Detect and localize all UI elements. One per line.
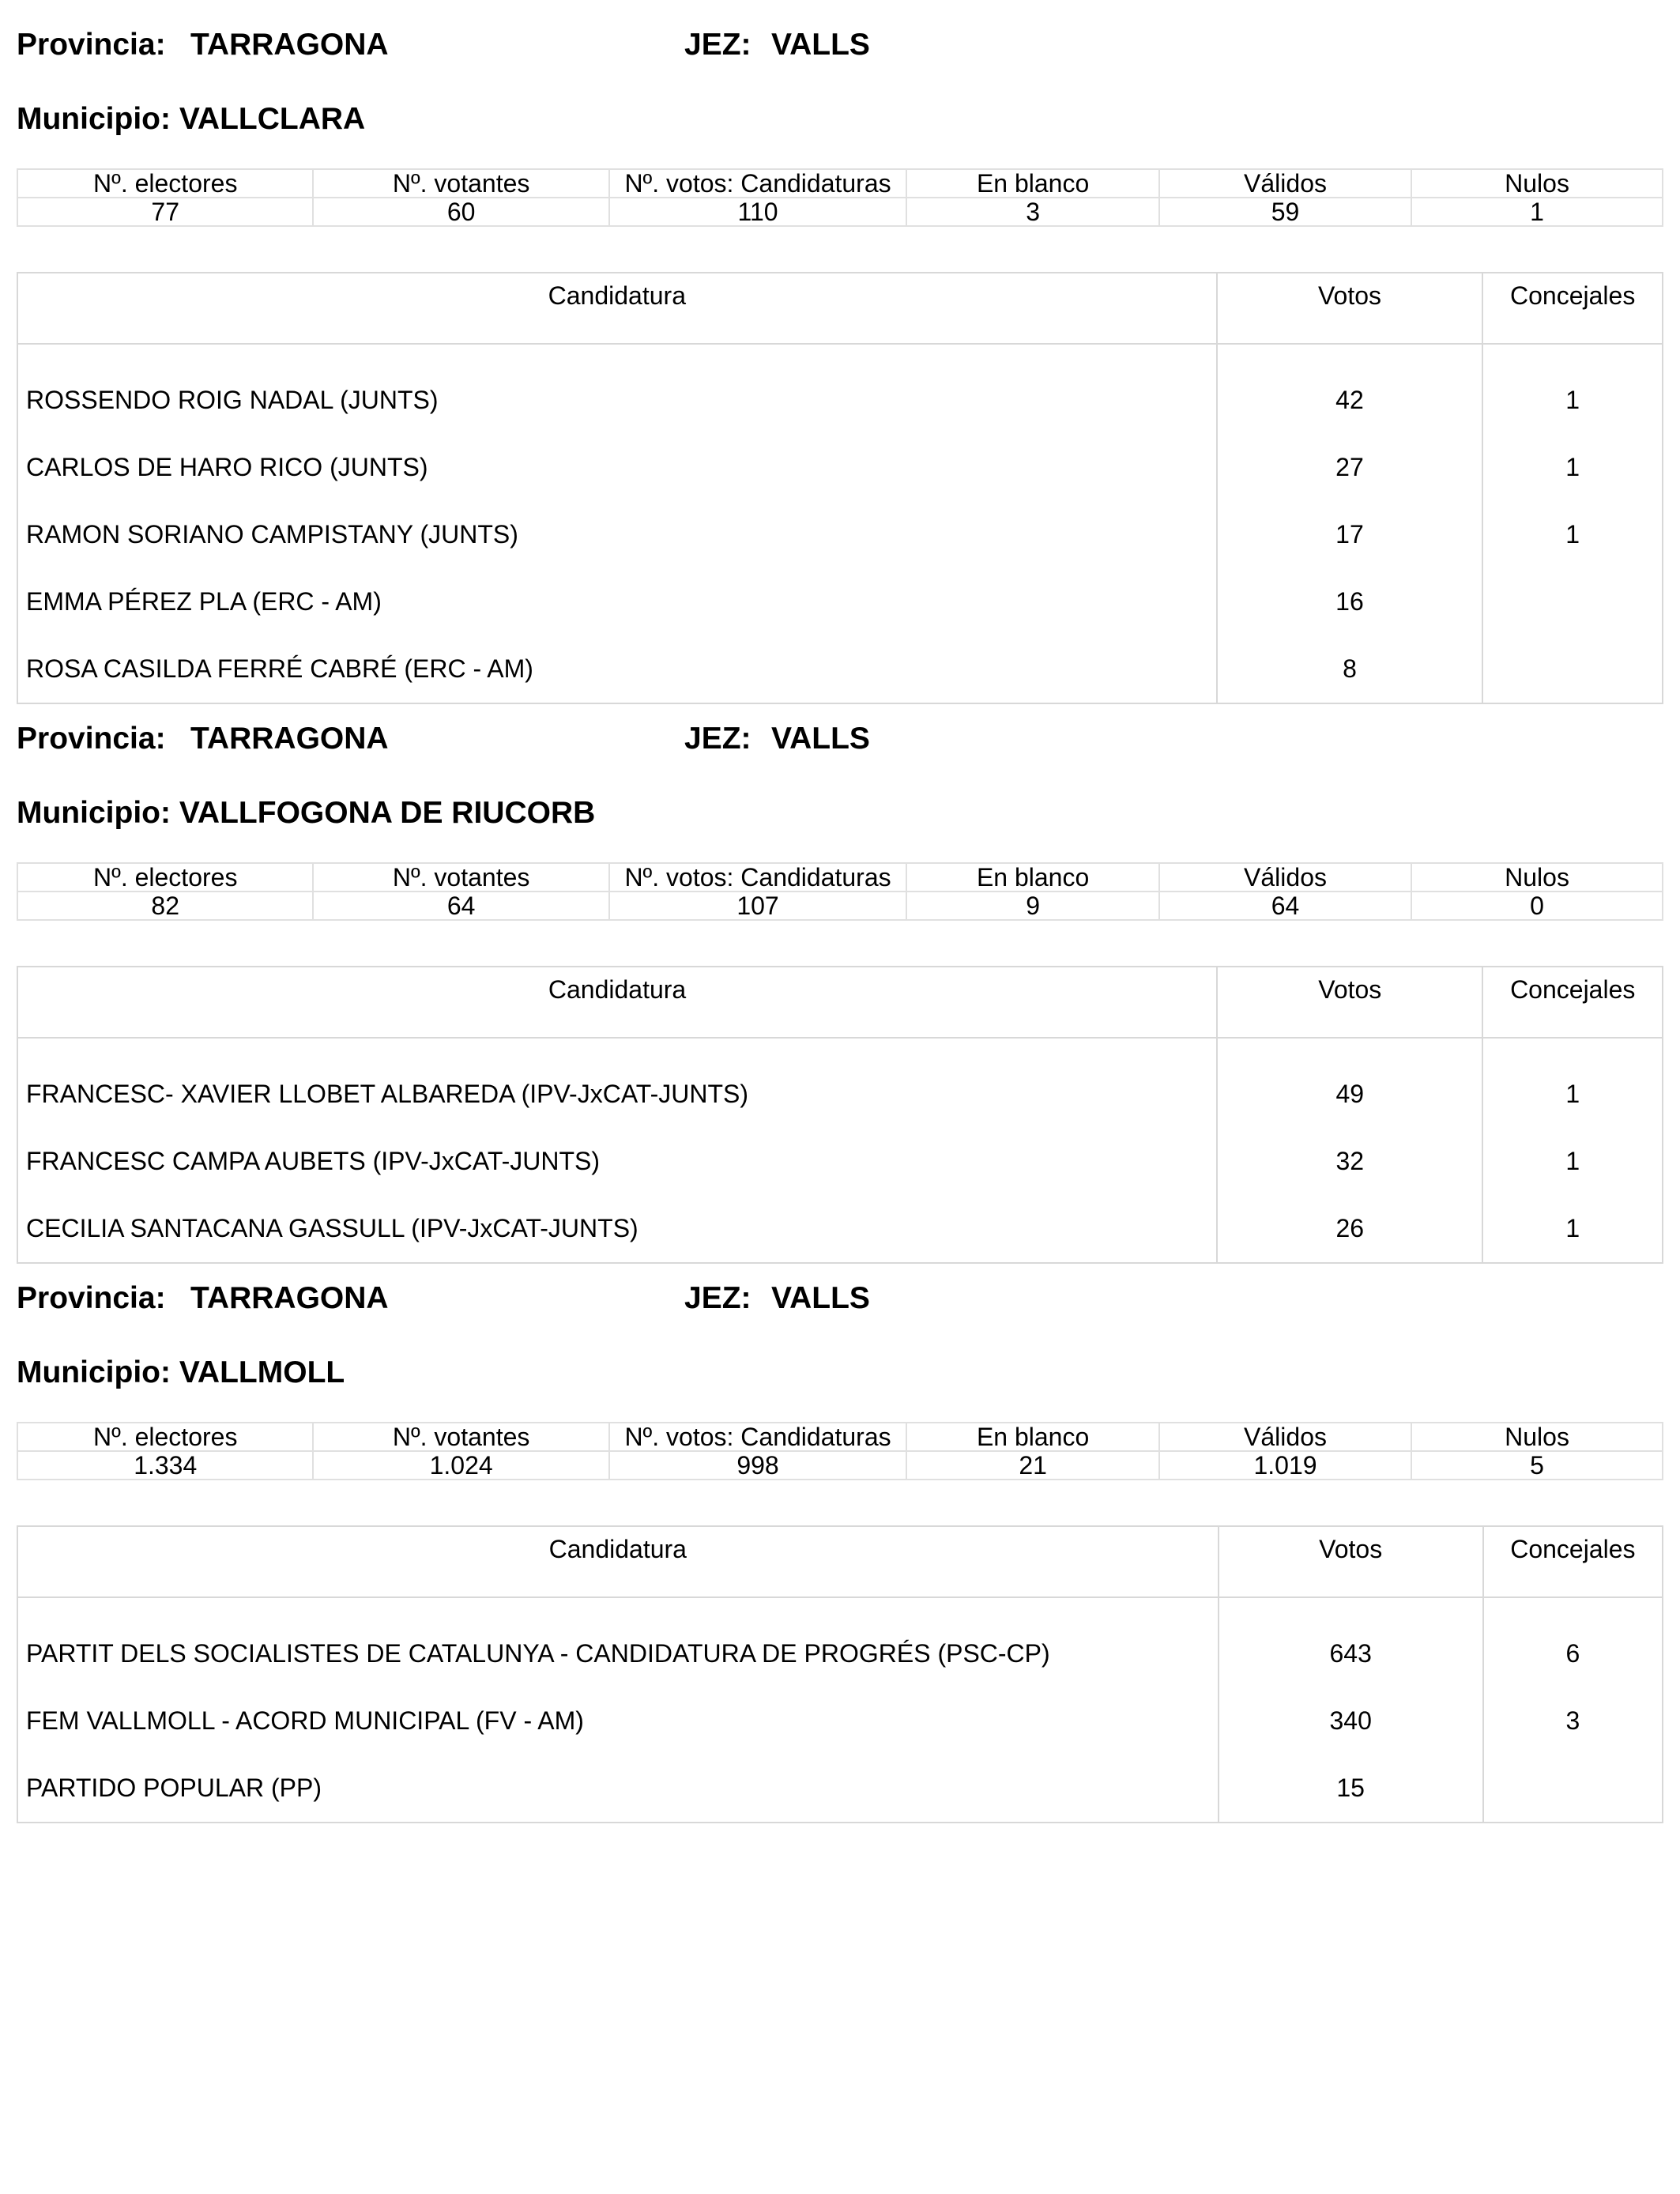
candidate-concejales: 3 (1483, 1687, 1663, 1755)
stats-value-cell: 9 (906, 892, 1159, 920)
stats-value-cell: 3 (906, 198, 1159, 226)
stats-value-row (17, 198, 1663, 226)
candidate-name: CECILIA SANTACANA GASSULL (IPV-JxCAT-JUNTS) (17, 1195, 1217, 1263)
candidates-header-cell: Candidatura (17, 273, 1217, 344)
candidate-row (17, 1687, 1663, 1755)
stats-table (17, 1422, 1663, 1480)
municipio-value: VALLCLARA (179, 102, 366, 136)
stats-value-row (17, 892, 1663, 920)
stats-header-cell: Nulos (1411, 863, 1663, 892)
provincia-value: TARRAGONA (190, 28, 389, 62)
candidates-header-row (17, 273, 1663, 344)
candidate-votos: 26 (1217, 1195, 1482, 1263)
candidate-row (17, 635, 1663, 703)
candidate-concejales: 1 (1482, 501, 1663, 568)
stats-header-row (17, 863, 1663, 892)
jez-heading (684, 1280, 870, 1317)
candidate-row (17, 1755, 1663, 1823)
stats-header-cell: Nº. votantes (313, 1423, 608, 1451)
candidate-name: PARTIDO POPULAR (PP) (17, 1755, 1219, 1823)
candidate-concejales: 1 (1482, 344, 1663, 434)
stats-header-row (17, 169, 1663, 198)
stats-value-cell: 59 (1159, 198, 1411, 226)
jez-heading (684, 721, 870, 757)
jez-label: JEZ: (684, 28, 751, 62)
candidate-concejales: 6 (1483, 1597, 1663, 1687)
stats-value-cell: 77 (17, 198, 313, 226)
provincia-heading (17, 721, 389, 757)
candidates-table (17, 272, 1663, 704)
stats-value-cell: 1.019 (1159, 1451, 1411, 1480)
jez-value: VALLS (771, 1281, 870, 1315)
candidate-name: PARTIT DELS SOCIALISTES DE CATALUNYA - CANDIDATURA DE PROGRÉS (PSC-CP) (17, 1597, 1219, 1687)
candidate-row (17, 344, 1663, 434)
candidates-header-cell: Votos (1217, 967, 1482, 1038)
municipio-value: VALLFOGONA DE RIUCORB (179, 796, 596, 830)
stats-value-cell: 60 (313, 198, 608, 226)
candidates-header-cell: Votos (1219, 1526, 1483, 1597)
provincia-label: Provincia: (17, 28, 166, 62)
candidate-name: RAMON SORIANO CAMPISTANY (JUNTS) (17, 501, 1217, 568)
candidate-name: FRANCESC CAMPA AUBETS (IPV-JxCAT-JUNTS) (17, 1128, 1217, 1195)
stats-value-cell: 110 (609, 198, 907, 226)
candidates-header-cell: Concejales (1483, 1526, 1663, 1597)
jez-heading (684, 27, 870, 63)
candidates-header-cell: Concejales (1482, 967, 1663, 1038)
municipio-label: Municipio: (17, 1355, 171, 1389)
stats-value-cell: 21 (906, 1451, 1159, 1480)
stats-value-cell: 64 (313, 892, 608, 920)
candidate-row (17, 1597, 1663, 1687)
provincia-label: Provincia: (17, 1281, 166, 1315)
stats-header-cell: Válidos (1159, 863, 1411, 892)
candidate-row (17, 568, 1663, 635)
stats-value-cell: 82 (17, 892, 313, 920)
stats-header-cell: Nº. votantes (313, 169, 608, 198)
stats-table (17, 168, 1663, 227)
jez-value: VALLS (771, 722, 870, 756)
candidate-votos: 16 (1217, 568, 1483, 635)
candidate-votos: 8 (1217, 635, 1483, 703)
stats-value-row (17, 1451, 1663, 1480)
municipio-heading (17, 101, 365, 138)
candidates-table (17, 1525, 1663, 1823)
stats-table (17, 862, 1663, 921)
candidates-table (17, 966, 1663, 1264)
stats-header-cell: Nº. votantes (313, 863, 608, 892)
stats-header-cell: Nº. electores (17, 1423, 313, 1451)
candidates-header-cell: Concejales (1482, 273, 1663, 344)
provincia-heading (17, 1280, 389, 1317)
stats-header-cell: Nº. electores (17, 863, 313, 892)
municipio-heading (17, 795, 595, 831)
candidate-concejales (1482, 568, 1663, 635)
provincia-heading (17, 27, 389, 63)
stats-header-cell: Nº. votos: Candidaturas (609, 1423, 907, 1451)
jez-label: JEZ: (684, 1281, 751, 1315)
candidates-header-cell: Votos (1217, 273, 1483, 344)
stats-header-cell: En blanco (906, 1423, 1159, 1451)
candidate-row (17, 1038, 1663, 1128)
stats-value-cell: 64 (1159, 892, 1411, 920)
stats-header-cell: Nulos (1411, 1423, 1663, 1451)
candidate-row (17, 1128, 1663, 1195)
stats-value-cell: 107 (609, 892, 907, 920)
stats-header-cell: Válidos (1159, 169, 1411, 198)
candidates-header-cell: Candidatura (17, 967, 1217, 1038)
candidate-votos: 27 (1217, 434, 1483, 501)
municipio-value: VALLMOLL (179, 1355, 345, 1389)
candidate-votos: 340 (1219, 1687, 1483, 1755)
candidate-votos: 15 (1219, 1755, 1483, 1823)
candidate-row (17, 501, 1663, 568)
candidate-name: ROSSENDO ROIG NADAL (JUNTS) (17, 344, 1217, 434)
candidate-concejales (1483, 1755, 1663, 1823)
candidate-name: CARLOS DE HARO RICO (JUNTS) (17, 434, 1217, 501)
stats-header-cell: En blanco (906, 863, 1159, 892)
candidate-concejales: 1 (1482, 434, 1663, 501)
stats-header-cell: Nulos (1411, 169, 1663, 198)
candidate-concejales: 1 (1482, 1128, 1663, 1195)
jez-label: JEZ: (684, 722, 751, 756)
stats-header-cell: En blanco (906, 169, 1159, 198)
candidate-votos: 49 (1217, 1038, 1482, 1128)
stats-value-cell: 1.024 (313, 1451, 608, 1480)
stats-value-cell: 0 (1411, 892, 1663, 920)
stats-value-cell: 5 (1411, 1451, 1663, 1480)
stats-header-cell: Nº. votos: Candidaturas (609, 863, 907, 892)
stats-header-cell: Nº. electores (17, 169, 313, 198)
candidate-concejales: 1 (1482, 1195, 1663, 1263)
candidate-votos: 42 (1217, 344, 1483, 434)
candidate-votos: 17 (1217, 501, 1483, 568)
candidates-header-cell: Candidatura (17, 1526, 1219, 1597)
candidate-name: FEM VALLMOLL - ACORD MUNICIPAL (FV - AM) (17, 1687, 1219, 1755)
municipio-label: Municipio: (17, 102, 171, 136)
stats-header-cell: Válidos (1159, 1423, 1411, 1451)
candidate-votos: 32 (1217, 1128, 1482, 1195)
candidate-row (17, 434, 1663, 501)
candidate-votos: 643 (1219, 1597, 1483, 1687)
municipio-heading (17, 1355, 345, 1391)
candidate-concejales: 1 (1482, 1038, 1663, 1128)
stats-header-row (17, 1423, 1663, 1451)
candidate-name: EMMA PÉREZ PLA (ERC - AM) (17, 568, 1217, 635)
candidate-name: ROSA CASILDA FERRÉ CABRÉ (ERC - AM) (17, 635, 1217, 703)
candidate-row (17, 1195, 1663, 1263)
candidates-header-row (17, 1526, 1663, 1597)
provincia-label: Provincia: (17, 722, 166, 756)
stats-value-cell: 1 (1411, 198, 1663, 226)
provincia-value: TARRAGONA (190, 1281, 389, 1315)
municipio-label: Municipio: (17, 796, 171, 830)
candidates-header-row (17, 967, 1663, 1038)
stats-value-cell: 1.334 (17, 1451, 313, 1480)
stats-header-cell: Nº. votos: Candidaturas (609, 169, 907, 198)
candidate-name: FRANCESC- XAVIER LLOBET ALBAREDA (IPV-JxCAT-JUNTS) (17, 1038, 1217, 1128)
stats-value-cell: 998 (609, 1451, 907, 1480)
jez-value: VALLS (771, 28, 870, 62)
candidate-concejales (1482, 635, 1663, 703)
provincia-value: TARRAGONA (190, 722, 389, 756)
